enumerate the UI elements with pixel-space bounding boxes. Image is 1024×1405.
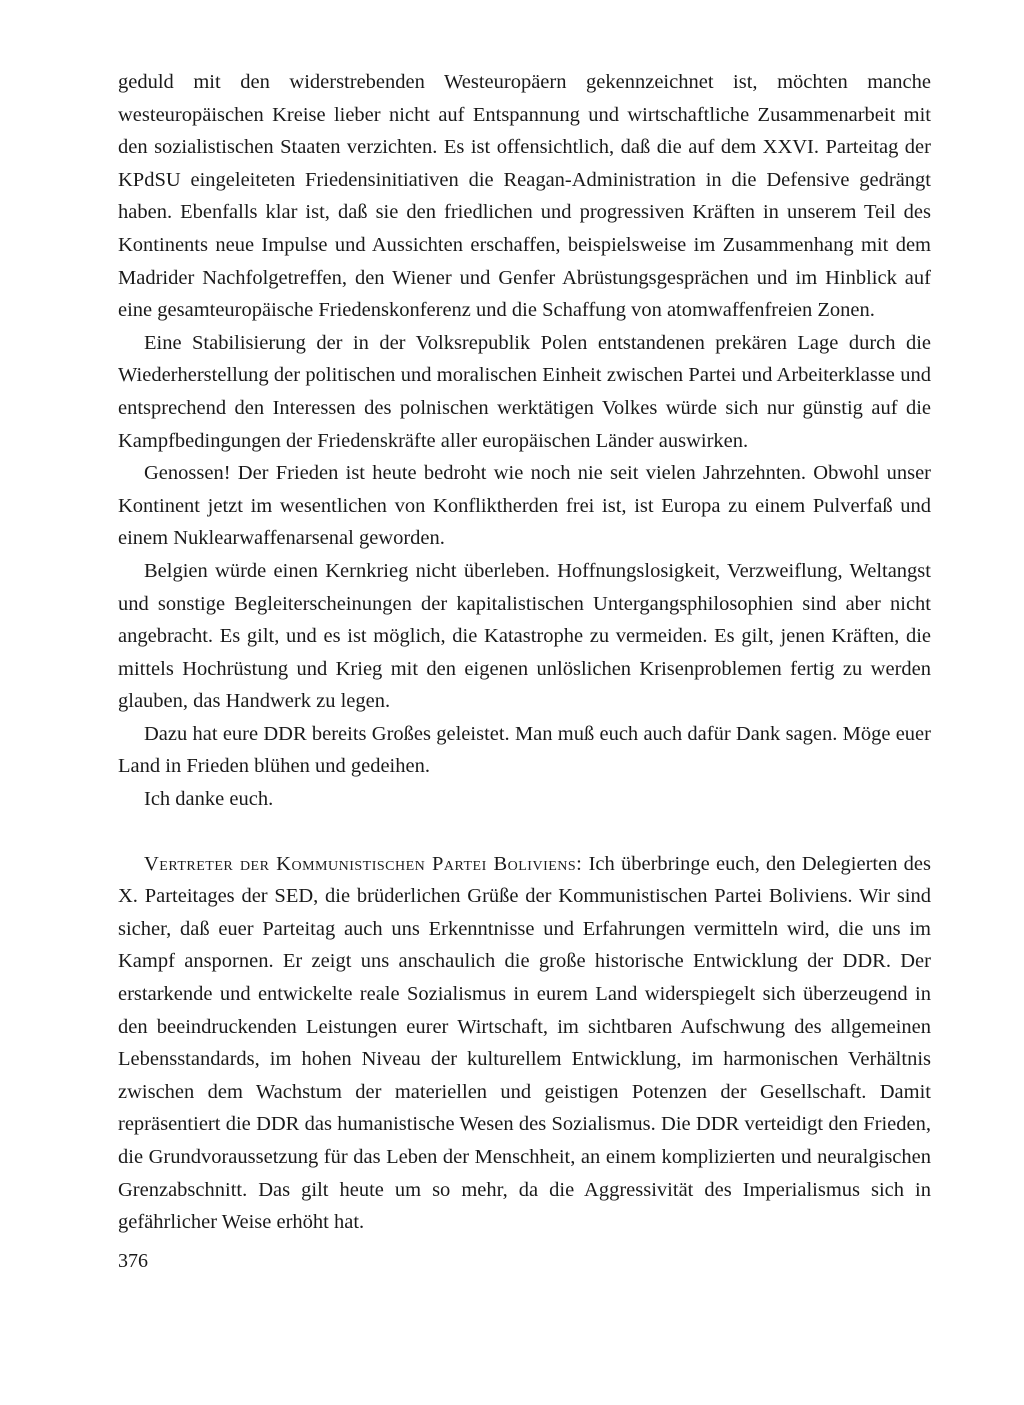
paragraph-peace-threat: Genossen! Der Frieden ist heute bedroht wie noch nie seit vielen Jahrzehnten. Obwohl unser Kontinent jetzt im wesentlichen von Konfliktherden frei ist, ist Europa zu einem Pulverfaß und einem Nuklearwaffenarsenal geworden. [118, 462, 931, 550]
page-body [118, 66, 931, 1239]
page-number: 376 [118, 1250, 148, 1272]
paragraph-ddr-thanks: Dazu hat eure DDR bereits Großes geleistet. Man muß euch auch dafür Dank sagen. Möge euer Land in Frieden blühen und gedeihen. [118, 722, 931, 778]
paragraph-poland: Eine Stabilisierung der in der Volksrepublik Polen entstandenen prekären Lage durch die Wiederherstellung der politischen und moralischen Einheit zwischen Partei und Arbeiterklasse und entsprechend den Interessen des polnischen werktätigen Volkes würde sich nur günstig auf die Kampfbedingungen der Friedenskräfte aller europäischen Länder auswirken. [118, 331, 931, 452]
paragraph-belgium: Belgien würde einen Kernkrieg nicht überleben. Hoffnungslosigkeit, Verzweiflung, Weltangst und sonstige Begleiterscheinungen der kapitalistischen Untergangsphilosophien sind aber nicht angebracht. Es gilt, und es ist möglich, die Katastrophe zu vermeiden. Es gilt, jenen Kräften, die mittels Hochrüstung und Krieg mit den eigenen unlöslichen Krisenproblemen fertig zu werden glauben, das Handwerk zu legen. [118, 559, 931, 713]
speech-text: Ich überbringe euch, den Delegierten des X. Parteitages der SED, die brüderlichen Grüße der Kommunistischen Partei Boliviens. Wir sind sicher, daß euer Parteitag auch uns Erkenntnisse und Erfahrungen vermitteln wird, die uns im Kampf anspornen. Er zeigt uns anschaulich die große historische Entwicklung der DDR. Der erstarkende und entwickelte reale Sozialismus in eurem Land widerspiegelt sich überzeugend in den beeindruckenden Leistungen eurer Wirtschaft, im sichtbaren Aufschwung des allgemeinen Lebensstandards, im hohen Niveau der kulturellem Entwicklung, im harmonischen Verhältnis zwischen dem Wachstum der materiellen und geistigen Potenzen der Gesellschaft. Damit repräsentiert die DDR das humanistische Wesen des Sozialismus. Die DDR verteidigt den Frieden, die Grundvoraussetzung für das Leben der Menschheit, an einem komplizierten und neuralgischen Grenzabschnitt. Das gilt heute um so mehr, da die Aggressivität des Imperialismus sich in gefährlicher Weise erhöht hat. [118, 852, 931, 1234]
speech-bolivia [118, 848, 931, 1239]
paragraph-continued: geduld mit den widerstrebenden Westeuropäern gekennzeichnet ist, möchten manche westeuropäischen Kreise lieber nicht auf Entspannung und wirtschaftliche Zusammenarbeit mit den sozialistischen Staaten verzichten. Es ist offensichtlich, daß die auf dem XXVI. Parteitag der KPdSU eingeleiteten Friedensinitiativen die Reagan-Administration in die Defensive gedrängt haben. Ebenfalls klar ist, daß sie den friedlichen und progressiven Kräften in unserem Teil des Kontinents neue Impulse und Aussichten erschaffen, beispielsweise im Zusammenhang mit dem Madrider Nachfolgetreffen, den Wiener und Genfer Abrüstungsgesprächen und im Hinblick auf eine gesamteuropäische Friedenskonferenz und die Schaffung von atomwaffenfreien Zonen. [118, 71, 931, 322]
paragraph-closing: Ich danke euch. [144, 788, 274, 811]
speaker-label: Vertreter der Kommunistischen Partei Boliviens: [144, 852, 583, 875]
